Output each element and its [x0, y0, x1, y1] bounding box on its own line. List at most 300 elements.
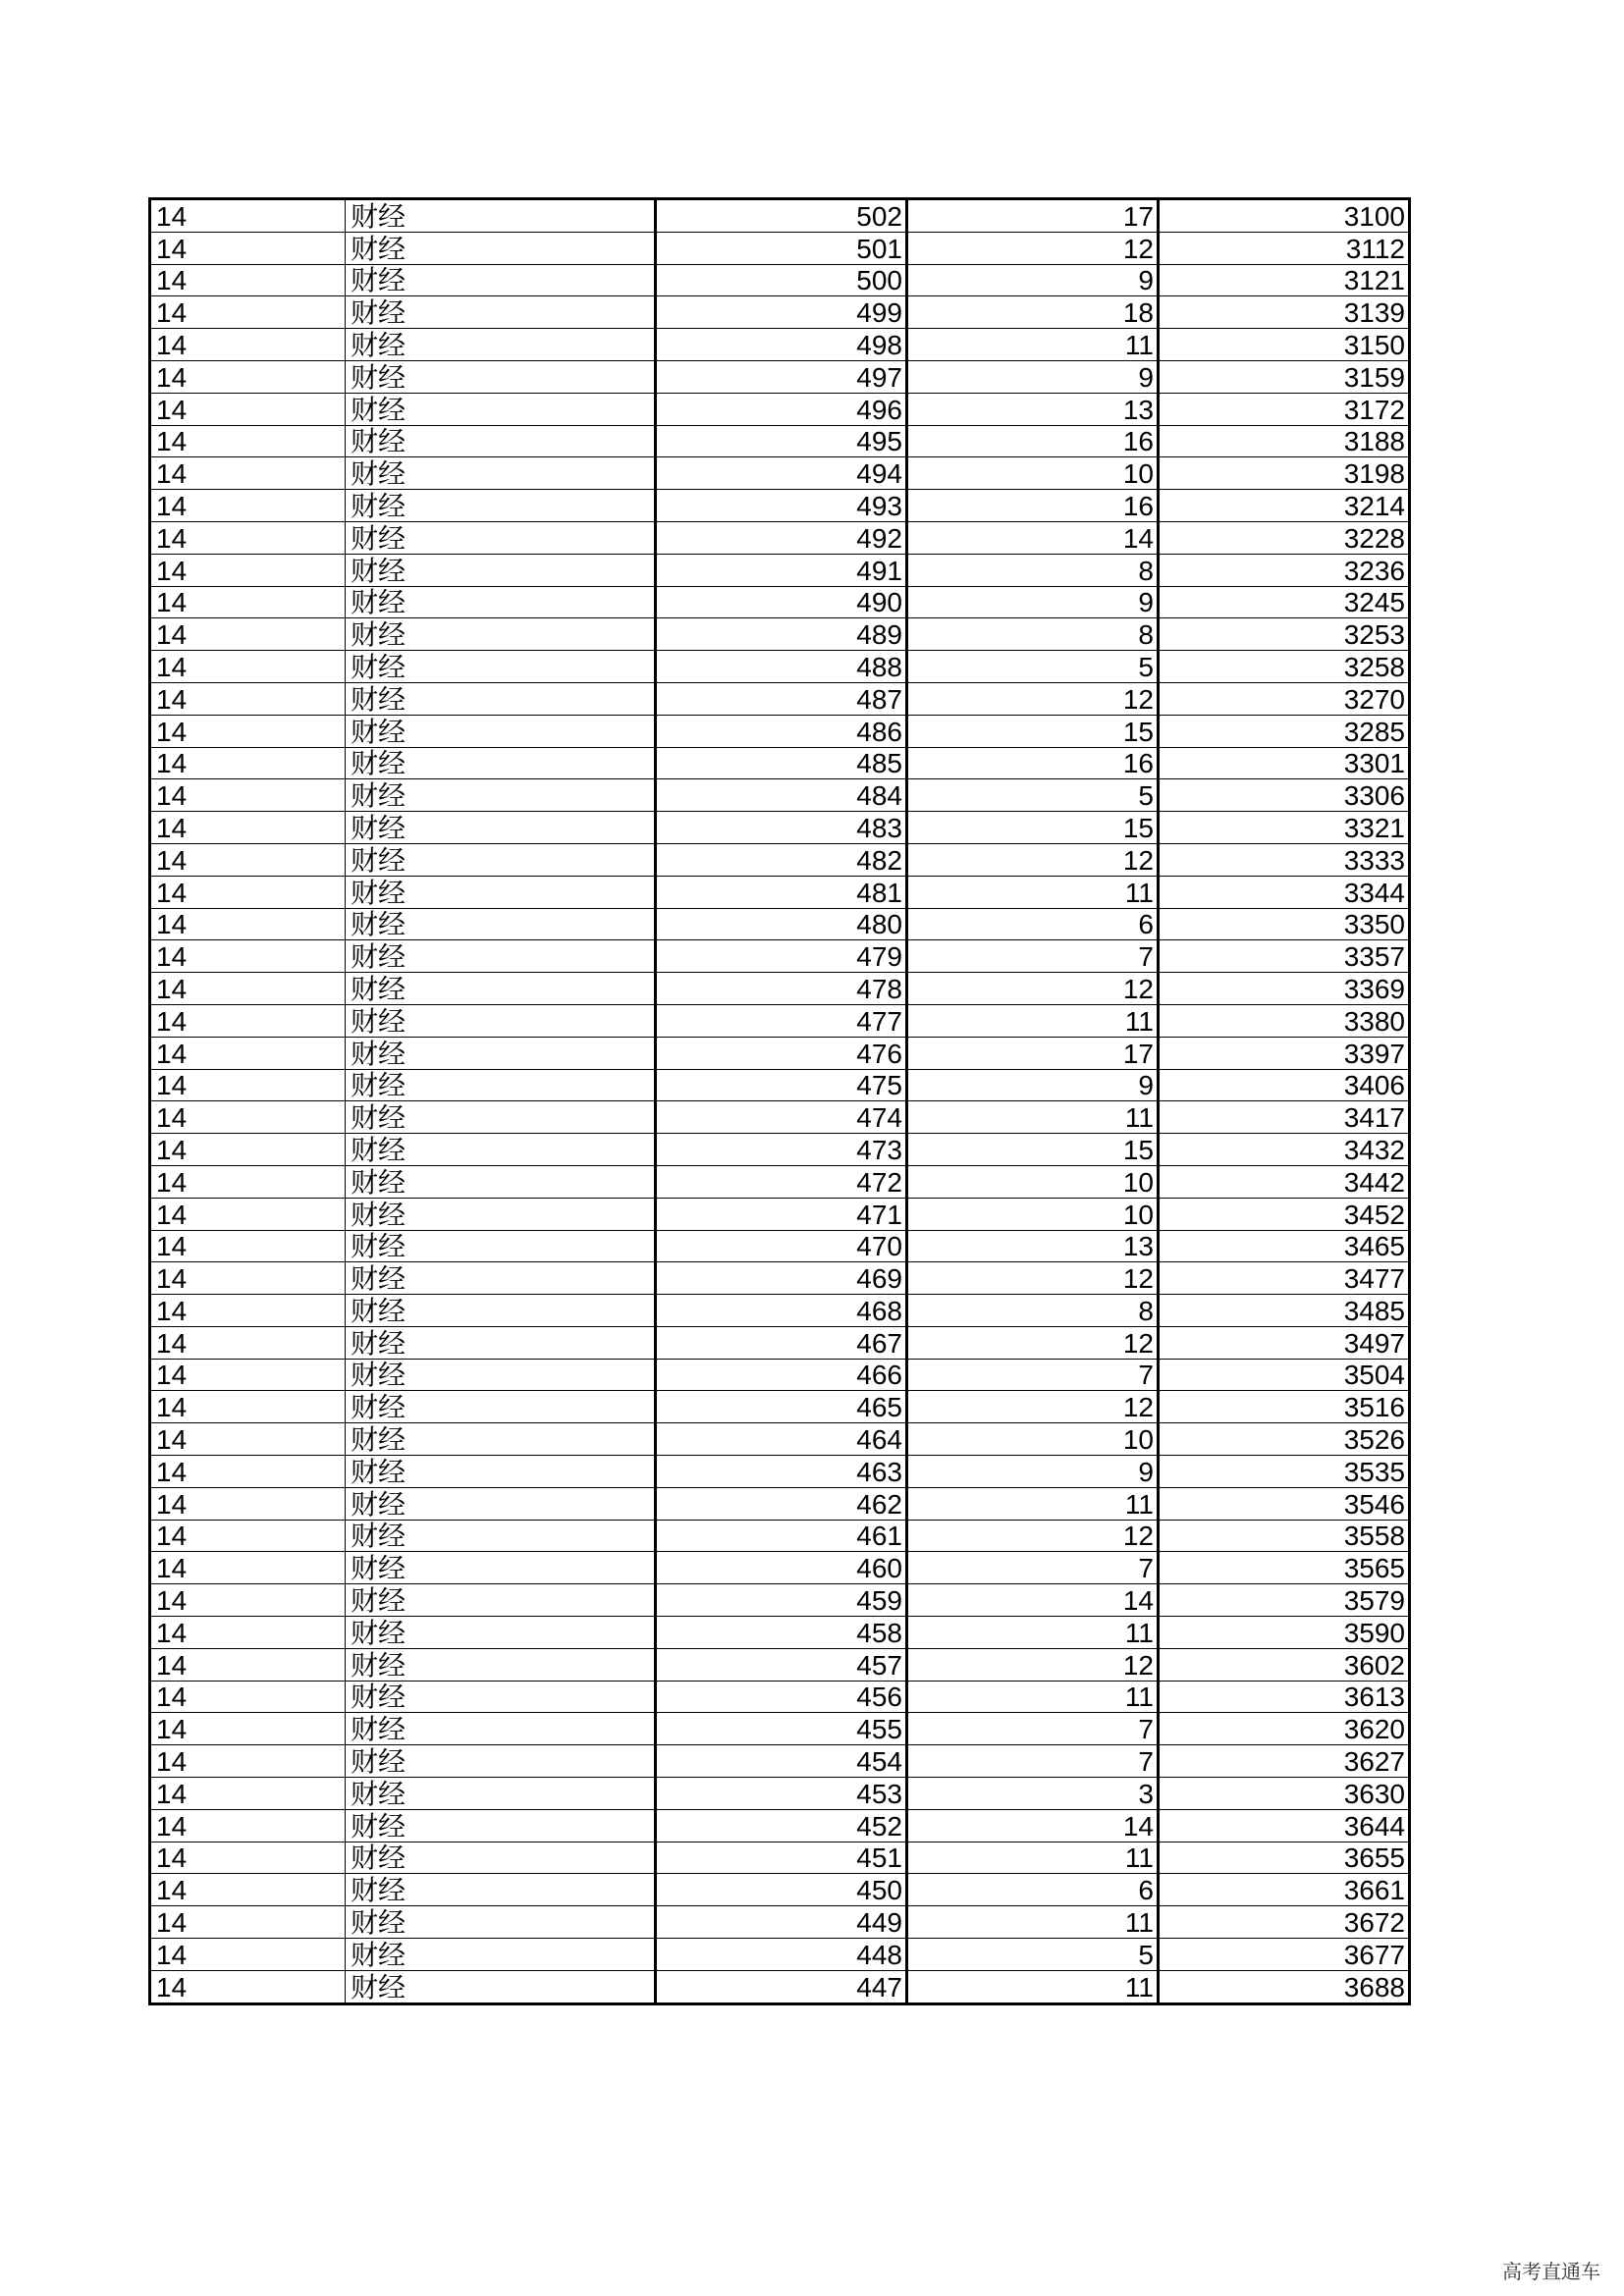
- count-cell: 9: [907, 1069, 1159, 1101]
- code-cell: 14: [150, 1295, 346, 1327]
- subject-cell: 财经: [346, 1713, 656, 1745]
- table-row: [150, 1165, 1410, 1198]
- subject-cell: 财经: [346, 1069, 656, 1101]
- table-row: [150, 1970, 1410, 2003]
- subject-cell: 财经: [346, 554, 656, 586]
- count-cell: 12: [907, 1326, 1159, 1359]
- count-cell: 6: [907, 908, 1159, 940]
- cumulative-cell: 3112: [1159, 232, 1410, 264]
- cumulative-cell: 3417: [1159, 1101, 1410, 1134]
- code-cell: 14: [150, 1520, 346, 1552]
- score-cell: 493: [656, 490, 907, 522]
- code-cell: 14: [150, 1391, 346, 1423]
- count-cell: 9: [907, 264, 1159, 296]
- cumulative-cell: 3535: [1159, 1456, 1410, 1488]
- count-cell: 11: [907, 1101, 1159, 1134]
- score-cell: 455: [656, 1713, 907, 1745]
- cumulative-cell: 3452: [1159, 1198, 1410, 1230]
- code-cell: 14: [150, 1423, 346, 1456]
- subject-cell: 财经: [346, 296, 656, 329]
- code-cell: 14: [150, 264, 346, 296]
- code-cell: 14: [150, 521, 346, 554]
- code-cell: 14: [150, 232, 346, 264]
- table-row: [150, 1069, 1410, 1101]
- code-cell: 14: [150, 1809, 346, 1842]
- code-cell: 14: [150, 1842, 346, 1874]
- score-cell: 465: [656, 1391, 907, 1423]
- count-cell: 18: [907, 296, 1159, 329]
- score-cell: 469: [656, 1262, 907, 1295]
- table-row: [150, 1134, 1410, 1166]
- subject-cell: 财经: [346, 264, 656, 296]
- cumulative-cell: 3285: [1159, 715, 1410, 747]
- cumulative-cell: 3504: [1159, 1359, 1410, 1391]
- count-cell: 11: [907, 1004, 1159, 1037]
- cumulative-cell: 3306: [1159, 779, 1410, 812]
- table-row: [150, 1584, 1410, 1617]
- cumulative-cell: 3214: [1159, 490, 1410, 522]
- score-cell: 496: [656, 393, 907, 425]
- subject-cell: 财经: [346, 747, 656, 779]
- subject-cell: 财经: [346, 715, 656, 747]
- code-cell: 14: [150, 1681, 346, 1713]
- score-cell: 490: [656, 586, 907, 618]
- cumulative-cell: 3321: [1159, 812, 1410, 844]
- table-row: [150, 651, 1410, 683]
- subject-cell: 财经: [346, 1037, 656, 1069]
- cumulative-cell: 3198: [1159, 457, 1410, 490]
- table-row: [150, 1520, 1410, 1552]
- cumulative-cell: 3188: [1159, 425, 1410, 457]
- table-row: [150, 1198, 1410, 1230]
- cumulative-cell: 3465: [1159, 1230, 1410, 1262]
- cumulative-cell: 3613: [1159, 1681, 1410, 1713]
- code-cell: 14: [150, 425, 346, 457]
- score-table: [148, 197, 1411, 2005]
- count-cell: 10: [907, 457, 1159, 490]
- table-row: [150, 715, 1410, 747]
- score-cell: 466: [656, 1359, 907, 1391]
- subject-cell: 财经: [346, 1745, 656, 1778]
- cumulative-cell: 3442: [1159, 1165, 1410, 1198]
- subject-cell: 财经: [346, 425, 656, 457]
- cumulative-cell: 3485: [1159, 1295, 1410, 1327]
- count-cell: 7: [907, 1745, 1159, 1778]
- watermark-text: 高考直通车: [1502, 2260, 1600, 2283]
- table-row: [150, 812, 1410, 844]
- table-row: [150, 1874, 1410, 1906]
- table-row: [150, 1326, 1410, 1359]
- cumulative-cell: 3432: [1159, 1134, 1410, 1166]
- score-cell: 481: [656, 876, 907, 908]
- count-cell: 5: [907, 1939, 1159, 1971]
- subject-cell: 财经: [346, 1295, 656, 1327]
- table-row: [150, 296, 1410, 329]
- code-cell: 14: [150, 199, 346, 233]
- code-cell: 14: [150, 1874, 346, 1906]
- subject-cell: 财经: [346, 586, 656, 618]
- score-cell: 448: [656, 1939, 907, 1971]
- count-cell: 3: [907, 1778, 1159, 1810]
- score-cell: 454: [656, 1745, 907, 1778]
- subject-cell: 财经: [346, 779, 656, 812]
- count-cell: 11: [907, 876, 1159, 908]
- subject-cell: 财经: [346, 682, 656, 715]
- count-cell: 16: [907, 747, 1159, 779]
- score-cell: 475: [656, 1069, 907, 1101]
- cumulative-cell: 3526: [1159, 1423, 1410, 1456]
- subject-cell: 财经: [346, 1262, 656, 1295]
- subject-cell: 财经: [346, 1326, 656, 1359]
- cumulative-cell: 3627: [1159, 1745, 1410, 1778]
- code-cell: 14: [150, 1004, 346, 1037]
- score-cell: 467: [656, 1326, 907, 1359]
- subject-cell: 财经: [346, 1584, 656, 1617]
- count-cell: 11: [907, 1906, 1159, 1939]
- cumulative-cell: 3630: [1159, 1778, 1410, 1810]
- table-row: [150, 1456, 1410, 1488]
- cumulative-cell: 3350: [1159, 908, 1410, 940]
- count-cell: 7: [907, 1552, 1159, 1584]
- score-cell: 498: [656, 329, 907, 361]
- subject-cell: 财经: [346, 651, 656, 683]
- count-cell: 7: [907, 1359, 1159, 1391]
- subject-cell: 财经: [346, 843, 656, 876]
- score-cell: 499: [656, 296, 907, 329]
- cumulative-cell: 3558: [1159, 1520, 1410, 1552]
- cumulative-cell: 3677: [1159, 1939, 1410, 1971]
- score-cell: 477: [656, 1004, 907, 1037]
- score-cell: 462: [656, 1487, 907, 1520]
- score-cell: 468: [656, 1295, 907, 1327]
- table-row: [150, 1713, 1410, 1745]
- table-row: [150, 1230, 1410, 1262]
- code-cell: 14: [150, 1359, 346, 1391]
- cumulative-cell: 3579: [1159, 1584, 1410, 1617]
- table-row: [150, 490, 1410, 522]
- score-cell: 501: [656, 232, 907, 264]
- count-cell: 16: [907, 425, 1159, 457]
- score-cell: 471: [656, 1198, 907, 1230]
- code-cell: 14: [150, 1456, 346, 1488]
- code-cell: 14: [150, 1101, 346, 1134]
- score-cell: 479: [656, 940, 907, 973]
- table-row: [150, 876, 1410, 908]
- cumulative-cell: 3497: [1159, 1326, 1410, 1359]
- subject-cell: 财经: [346, 232, 656, 264]
- count-cell: 12: [907, 232, 1159, 264]
- cumulative-cell: 3688: [1159, 1970, 1410, 2003]
- score-cell: 484: [656, 779, 907, 812]
- count-cell: 17: [907, 1037, 1159, 1069]
- count-cell: 12: [907, 1520, 1159, 1552]
- table-row: [150, 554, 1410, 586]
- cumulative-cell: 3236: [1159, 554, 1410, 586]
- score-cell: 472: [656, 1165, 907, 1198]
- code-cell: 14: [150, 1037, 346, 1069]
- cumulative-cell: 3100: [1159, 199, 1410, 233]
- score-cell: 459: [656, 1584, 907, 1617]
- cumulative-cell: 3333: [1159, 843, 1410, 876]
- score-cell: 502: [656, 199, 907, 233]
- subject-cell: 财经: [346, 1165, 656, 1198]
- table-row: [150, 1617, 1410, 1649]
- count-cell: 5: [907, 651, 1159, 683]
- count-cell: 12: [907, 682, 1159, 715]
- subject-cell: 财经: [346, 1004, 656, 1037]
- count-cell: 11: [907, 1681, 1159, 1713]
- score-cell: 457: [656, 1648, 907, 1681]
- count-cell: 5: [907, 779, 1159, 812]
- subject-cell: 财经: [346, 908, 656, 940]
- table-row: [150, 1906, 1410, 1939]
- code-cell: 14: [150, 1970, 346, 2003]
- count-cell: 11: [907, 1842, 1159, 1874]
- cumulative-cell: 3406: [1159, 1069, 1410, 1101]
- code-cell: 14: [150, 329, 346, 361]
- cumulative-cell: 3301: [1159, 747, 1410, 779]
- score-cell: 494: [656, 457, 907, 490]
- code-cell: 14: [150, 747, 346, 779]
- subject-cell: 财经: [346, 1456, 656, 1488]
- count-cell: 7: [907, 940, 1159, 973]
- table-row: [150, 779, 1410, 812]
- table-row: [150, 908, 1410, 940]
- table-row: [150, 1939, 1410, 1971]
- score-cell: 449: [656, 1906, 907, 1939]
- subject-cell: 财经: [346, 1970, 656, 2003]
- count-cell: 8: [907, 554, 1159, 586]
- score-cell: 491: [656, 554, 907, 586]
- score-cell: 487: [656, 682, 907, 715]
- score-cell: 483: [656, 812, 907, 844]
- subject-cell: 财经: [346, 1552, 656, 1584]
- subject-cell: 财经: [346, 1101, 656, 1134]
- score-cell: 476: [656, 1037, 907, 1069]
- code-cell: 14: [150, 1487, 346, 1520]
- subject-cell: 财经: [346, 1874, 656, 1906]
- cumulative-cell: 3270: [1159, 682, 1410, 715]
- score-cell: 460: [656, 1552, 907, 1584]
- count-cell: 15: [907, 715, 1159, 747]
- table-row: [150, 1101, 1410, 1134]
- count-cell: 7: [907, 1713, 1159, 1745]
- cumulative-cell: 3380: [1159, 1004, 1410, 1037]
- subject-cell: 财经: [346, 1778, 656, 1810]
- table-row: [150, 1359, 1410, 1391]
- table-row: [150, 1004, 1410, 1037]
- count-cell: 12: [907, 1648, 1159, 1681]
- code-cell: 14: [150, 779, 346, 812]
- cumulative-cell: 3150: [1159, 329, 1410, 361]
- cumulative-cell: 3357: [1159, 940, 1410, 973]
- count-cell: 9: [907, 1456, 1159, 1488]
- cumulative-cell: 3344: [1159, 876, 1410, 908]
- code-cell: 14: [150, 1165, 346, 1198]
- table-row: [150, 1391, 1410, 1423]
- table-row: [150, 232, 1410, 264]
- score-cell: 458: [656, 1617, 907, 1649]
- subject-cell: 财经: [346, 1939, 656, 1971]
- table-row: [150, 1778, 1410, 1810]
- subject-cell: 财经: [346, 1359, 656, 1391]
- cumulative-cell: 3253: [1159, 618, 1410, 651]
- cumulative-cell: 3602: [1159, 1648, 1410, 1681]
- code-cell: 14: [150, 586, 346, 618]
- code-cell: 14: [150, 1617, 346, 1649]
- code-cell: 14: [150, 1906, 346, 1939]
- code-cell: 14: [150, 1326, 346, 1359]
- cumulative-cell: 3245: [1159, 586, 1410, 618]
- subject-cell: 财经: [346, 1617, 656, 1649]
- subject-cell: 财经: [346, 1842, 656, 1874]
- table-row: [150, 843, 1410, 876]
- score-cell: 473: [656, 1134, 907, 1166]
- code-cell: 14: [150, 1778, 346, 1810]
- cumulative-cell: 3672: [1159, 1906, 1410, 1939]
- score-cell: 485: [656, 747, 907, 779]
- count-cell: 17: [907, 199, 1159, 233]
- score-cell: 497: [656, 360, 907, 393]
- score-cell: 464: [656, 1423, 907, 1456]
- table-row: [150, 1037, 1410, 1069]
- score-cell: 489: [656, 618, 907, 651]
- cumulative-cell: 3661: [1159, 1874, 1410, 1906]
- code-cell: 14: [150, 393, 346, 425]
- code-cell: 14: [150, 296, 346, 329]
- cumulative-cell: 3172: [1159, 393, 1410, 425]
- count-cell: 11: [907, 1617, 1159, 1649]
- score-cell: 492: [656, 521, 907, 554]
- subject-cell: 财经: [346, 393, 656, 425]
- table-row: [150, 393, 1410, 425]
- code-cell: 14: [150, 1198, 346, 1230]
- count-cell: 14: [907, 521, 1159, 554]
- subject-cell: 财经: [346, 329, 656, 361]
- table-row: [150, 360, 1410, 393]
- score-cell: 463: [656, 1456, 907, 1488]
- score-cell: 447: [656, 1970, 907, 2003]
- code-cell: 14: [150, 1939, 346, 1971]
- table-row: [150, 973, 1410, 1005]
- cumulative-cell: 3516: [1159, 1391, 1410, 1423]
- count-cell: 12: [907, 843, 1159, 876]
- count-cell: 12: [907, 1262, 1159, 1295]
- cumulative-cell: 3228: [1159, 521, 1410, 554]
- code-cell: 14: [150, 812, 346, 844]
- code-cell: 14: [150, 554, 346, 586]
- cumulative-cell: 3369: [1159, 973, 1410, 1005]
- count-cell: 14: [907, 1584, 1159, 1617]
- subject-cell: 财经: [346, 1423, 656, 1456]
- code-cell: 14: [150, 1584, 346, 1617]
- score-cell: 453: [656, 1778, 907, 1810]
- count-cell: 12: [907, 973, 1159, 1005]
- code-cell: 14: [150, 682, 346, 715]
- count-cell: 15: [907, 812, 1159, 844]
- table-row: [150, 682, 1410, 715]
- cumulative-cell: 3397: [1159, 1037, 1410, 1069]
- cumulative-cell: 3121: [1159, 264, 1410, 296]
- score-cell: 461: [656, 1520, 907, 1552]
- code-cell: 14: [150, 1745, 346, 1778]
- score-cell: 500: [656, 264, 907, 296]
- subject-cell: 财经: [346, 876, 656, 908]
- cumulative-cell: 3655: [1159, 1842, 1410, 1874]
- count-cell: 13: [907, 393, 1159, 425]
- count-cell: 8: [907, 618, 1159, 651]
- table-row: [150, 425, 1410, 457]
- code-cell: 14: [150, 843, 346, 876]
- subject-cell: 财经: [346, 1134, 656, 1166]
- table-row: [150, 1745, 1410, 1778]
- score-cell: 488: [656, 651, 907, 683]
- score-cell: 456: [656, 1681, 907, 1713]
- cumulative-cell: 3159: [1159, 360, 1410, 393]
- score-table-body: [150, 199, 1410, 2004]
- count-cell: 10: [907, 1165, 1159, 1198]
- subject-cell: 财经: [346, 1391, 656, 1423]
- score-cell: 470: [656, 1230, 907, 1262]
- code-cell: 14: [150, 1230, 346, 1262]
- table-row: [150, 747, 1410, 779]
- count-cell: 13: [907, 1230, 1159, 1262]
- subject-cell: 财经: [346, 360, 656, 393]
- subject-cell: 财经: [346, 618, 656, 651]
- count-cell: 11: [907, 1487, 1159, 1520]
- subject-cell: 财经: [346, 1809, 656, 1842]
- subject-cell: 财经: [346, 490, 656, 522]
- subject-cell: 财经: [346, 199, 656, 233]
- code-cell: 14: [150, 715, 346, 747]
- cumulative-cell: 3139: [1159, 296, 1410, 329]
- count-cell: 10: [907, 1198, 1159, 1230]
- subject-cell: 财经: [346, 1906, 656, 1939]
- table-row: [150, 1809, 1410, 1842]
- score-cell: 478: [656, 973, 907, 1005]
- subject-cell: 财经: [346, 1230, 656, 1262]
- count-cell: 16: [907, 490, 1159, 522]
- cumulative-cell: 3620: [1159, 1713, 1410, 1745]
- subject-cell: 财经: [346, 1648, 656, 1681]
- subject-cell: 财经: [346, 1520, 656, 1552]
- code-cell: 14: [150, 876, 346, 908]
- code-cell: 14: [150, 1648, 346, 1681]
- subject-cell: 财经: [346, 1487, 656, 1520]
- table-row: [150, 618, 1410, 651]
- code-cell: 14: [150, 618, 346, 651]
- subject-cell: 财经: [346, 521, 656, 554]
- count-cell: 9: [907, 360, 1159, 393]
- count-cell: 9: [907, 586, 1159, 618]
- score-cell: 480: [656, 908, 907, 940]
- score-cell: 452: [656, 1809, 907, 1842]
- score-cell: 451: [656, 1842, 907, 1874]
- score-cell: 495: [656, 425, 907, 457]
- count-cell: 14: [907, 1809, 1159, 1842]
- cumulative-cell: 3565: [1159, 1552, 1410, 1584]
- code-cell: 14: [150, 457, 346, 490]
- count-cell: 11: [907, 329, 1159, 361]
- subject-cell: 财经: [346, 1198, 656, 1230]
- count-cell: 6: [907, 1874, 1159, 1906]
- code-cell: 14: [150, 1713, 346, 1745]
- table-row: [150, 1552, 1410, 1584]
- cumulative-cell: 3590: [1159, 1617, 1410, 1649]
- count-cell: 15: [907, 1134, 1159, 1166]
- subject-cell: 财经: [346, 812, 656, 844]
- score-cell: 474: [656, 1101, 907, 1134]
